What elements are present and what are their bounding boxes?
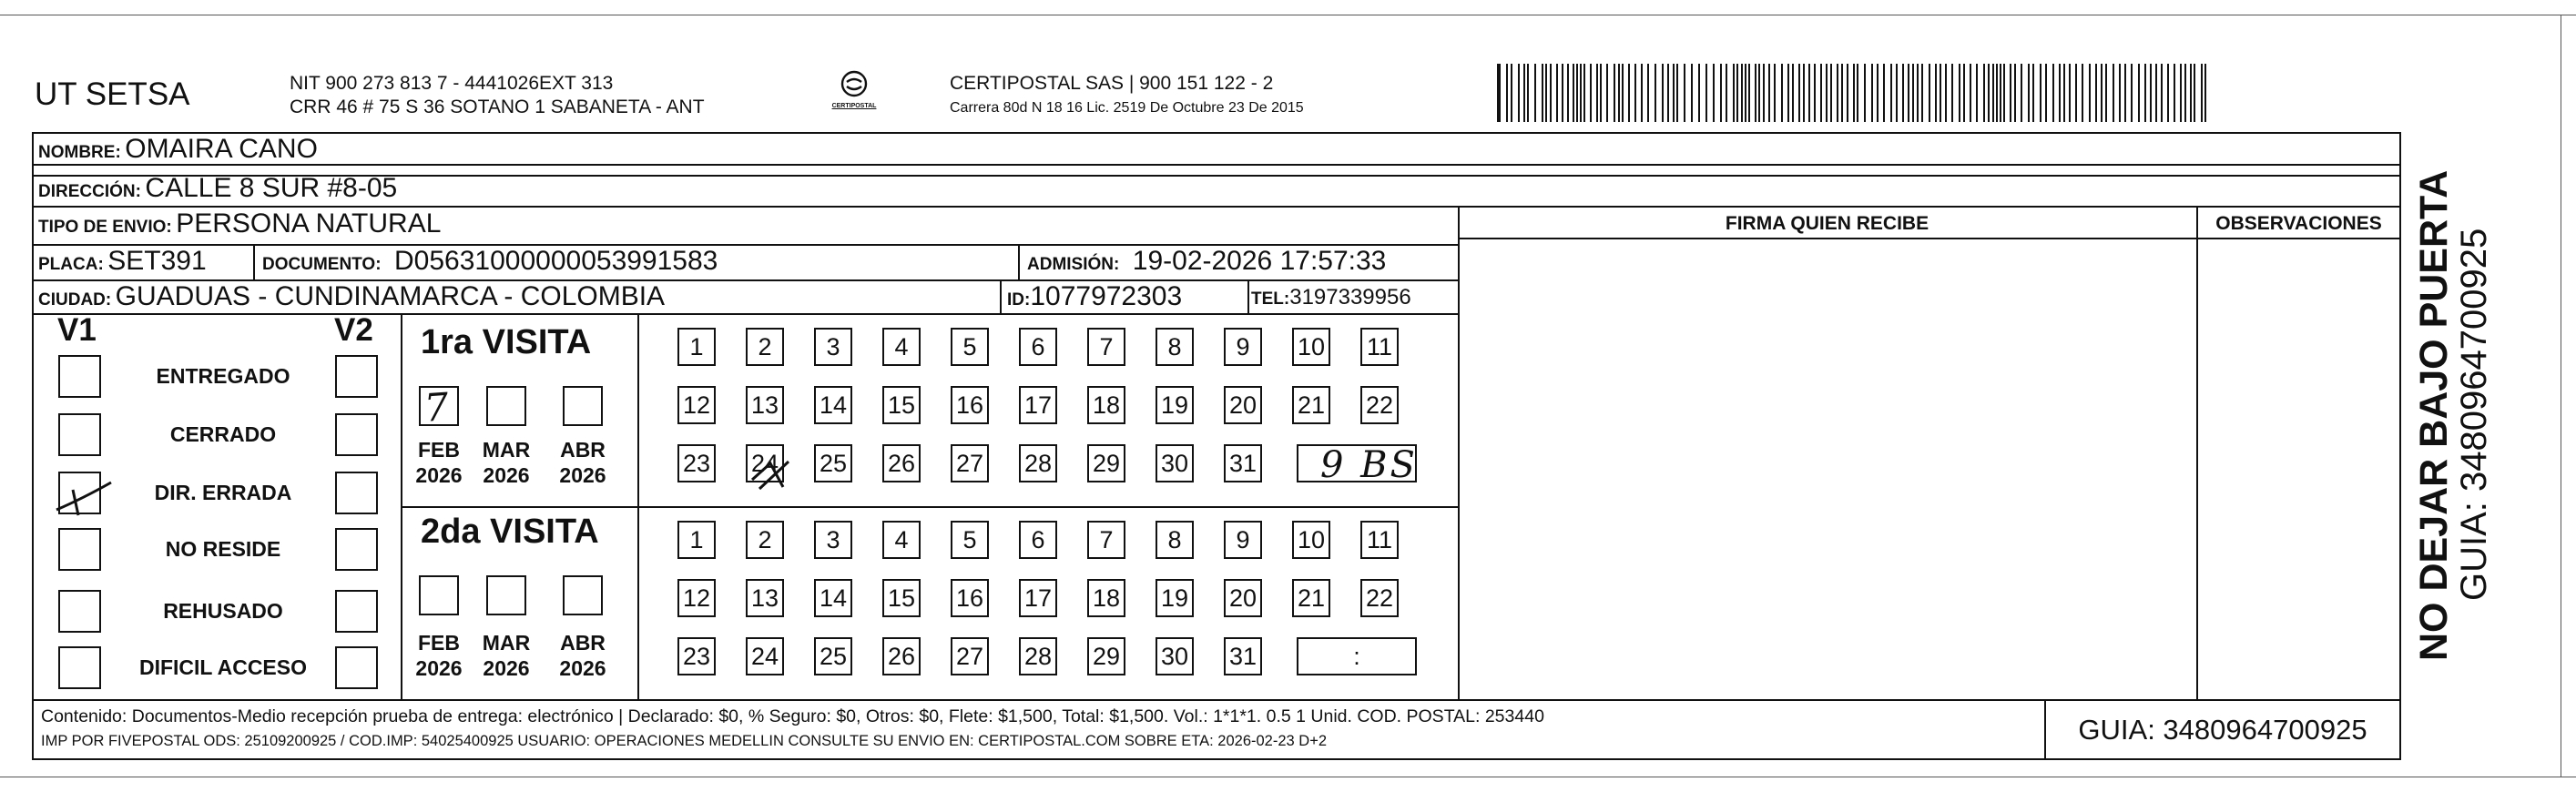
barcode-bar (1768, 64, 1770, 122)
barcode-bar (2119, 64, 2121, 122)
barcode-bar (1634, 64, 1636, 122)
barcode-bar (1935, 64, 1937, 122)
barcode-bar (1545, 64, 1547, 122)
v1-label: V1 (57, 312, 97, 348)
month-label (557, 437, 608, 488)
day-box[interactable]: 29 (1087, 637, 1125, 675)
day-box[interactable]: 28 (1019, 637, 1057, 675)
barcode-bar (1590, 64, 1592, 122)
day-box[interactable]: 2 (746, 328, 784, 366)
barcode-bar (2184, 64, 2186, 122)
barcode-bar (1518, 64, 1520, 122)
barcode-bar (1787, 64, 1789, 122)
v1-checkbox[interactable] (58, 413, 101, 456)
barcode-bar (2069, 64, 2071, 122)
month-year: 2026 (559, 656, 606, 680)
row-divider (1458, 238, 2401, 239)
barcode-bar (1713, 64, 1715, 122)
day-box[interactable]: 15 (882, 386, 921, 424)
barcode-bar (1576, 64, 1578, 122)
tel-field: TEL:3197339956 (1251, 285, 1411, 310)
barcode-bar (1983, 64, 1985, 122)
barcode-bar (1736, 64, 1738, 122)
barcode-bar (1600, 64, 1602, 122)
v1-checkbox[interactable] (58, 355, 101, 398)
day-box[interactable]: 12 (677, 386, 716, 424)
barcode-bar (2021, 64, 2022, 122)
day-box[interactable]: 16 (951, 386, 989, 424)
address-line: CRR 46 # 75 S 36 SOTANO 1 SABANETA - ANT (290, 96, 705, 117)
placa-field: PLACA: SET391 (38, 246, 207, 276)
day-box[interactable]: 21 (1292, 579, 1330, 617)
handwritten-day-mark (747, 452, 794, 496)
row-divider (32, 313, 1458, 315)
barcode-bar (1506, 64, 1508, 122)
barcode-bar (1959, 64, 1960, 122)
day-box[interactable]: 24 (746, 444, 784, 482)
day-box[interactable]: 23 (677, 637, 716, 675)
day-box[interactable]: 27 (951, 444, 989, 482)
day-box[interactable]: 19 (1156, 386, 1194, 424)
barcode-bar (1902, 64, 1904, 122)
day-box[interactable]: 18 (1087, 579, 1125, 617)
barcode-bar (2204, 64, 2206, 122)
barcode-bar (1929, 64, 1930, 122)
barcode-bar (2089, 64, 2091, 122)
barcode-bar (1562, 64, 1563, 122)
no-dejar-warning: NO DEJAR BAJO PUERTA (2412, 169, 2456, 661)
day-box[interactable]: 20 (1224, 579, 1262, 617)
barcode-bar (1912, 64, 1914, 122)
day-box[interactable]: 5 (951, 328, 989, 366)
tipo-envio-field: TIPO DE ENVIO: PERSONA NATURAL (38, 208, 442, 239)
barcode-bar (1684, 64, 1685, 122)
barcode-bar (1647, 64, 1649, 122)
barcode-bar (2063, 64, 2065, 122)
barcode-bar (1511, 64, 1512, 122)
barcode-bar (2155, 64, 2157, 122)
day-box[interactable]: 26 (882, 637, 921, 675)
barcode-bar (1698, 64, 1700, 122)
month-year: 2026 (415, 463, 463, 487)
content-line: Contenido: Documentos-Medio recepción prueba de entrega: electrónico | Declarado: $0, % Seguro: $0, Otros: $0, Flete: $1,500, Total: $1,500. Vol.: 1*1*1. 0.5 1 Unid. COD. POSTAL: 253440 (41, 706, 1544, 726)
barcode-bar (1705, 64, 1707, 122)
handwritten-month-mark: 7 (423, 384, 451, 431)
admision-field: ADMISIÓN: 19-02-2026 17:57:33 (1027, 246, 1387, 276)
barcode-bar (1871, 64, 1873, 122)
barcode-bar (1763, 64, 1765, 122)
month-year: 2026 (559, 463, 606, 487)
barcode-bar (1691, 64, 1693, 122)
barcode-bar (1853, 64, 1855, 122)
barcode-bar (1857, 64, 1858, 122)
barcode-bar (2138, 64, 2140, 122)
license-line: Carrera 80d N 18 16 Lic. 2519 De Octubre 23 De 2015 (950, 100, 1304, 116)
firma-header: FIRMA QUIEN RECIBE (1725, 213, 1929, 234)
barcode-bar (2201, 64, 2203, 122)
barcode-bar (1877, 64, 1879, 122)
day-box[interactable]: 9 (1224, 328, 1262, 366)
barcode-bar (1917, 64, 1919, 122)
day-box[interactable]: 25 (814, 637, 852, 675)
day-box[interactable]: 13 (746, 386, 784, 424)
barcode-bar (1726, 64, 1727, 122)
barcode-bar (1618, 64, 1620, 122)
day-box[interactable]: 13 (746, 579, 784, 617)
barcode-bar (1534, 64, 1536, 122)
barcode-bar (1622, 64, 1624, 122)
v2-checkbox[interactable] (335, 355, 378, 398)
barcode-bar (2045, 64, 2047, 122)
barcode-bar (1527, 64, 1529, 122)
barcode-bar (1951, 64, 1953, 122)
barcode-bar (2101, 64, 2103, 122)
reason-label: DIFICIL ACCESO (138, 655, 307, 679)
barcode-bar (1883, 64, 1885, 122)
reason-label: NO RESIDE (165, 537, 281, 561)
day-box[interactable]: 20 (1224, 386, 1262, 424)
barcode-bar (2105, 64, 2107, 122)
day-box[interactable]: 4 (882, 328, 921, 366)
month-name: FEB (418, 438, 460, 462)
day-box[interactable]: 3 (814, 521, 852, 559)
barcode-bar (1798, 64, 1800, 122)
certipostal-line: CERTIPOSTAL SAS | 900 151 122 - 2 (950, 73, 1274, 94)
barcode-bar (2194, 64, 2195, 122)
v2-checkbox[interactable] (335, 590, 378, 633)
v2-checkbox[interactable] (335, 472, 378, 514)
day-box[interactable]: 2 (746, 521, 784, 559)
month-label (413, 630, 464, 681)
month-checkbox[interactable] (486, 386, 526, 426)
day-box[interactable]: 22 (1360, 386, 1399, 424)
day-box[interactable]: 11 (1360, 521, 1399, 559)
v2-checkbox[interactable] (335, 528, 378, 571)
direccion-field: DIRECCIÓN: CALLE 8 SUR #8-05 (38, 173, 398, 203)
barcode-bar (1945, 64, 1947, 122)
v2-label: V2 (334, 312, 373, 348)
barcode-bar (2113, 64, 2114, 122)
barcode-bar (1580, 64, 1582, 122)
month-name: ABR (560, 631, 606, 655)
month-checkbox[interactable] (486, 575, 526, 615)
barcode-bar (1628, 64, 1630, 122)
day-box[interactable]: 8 (1156, 521, 1194, 559)
v2-checkbox[interactable] (335, 646, 378, 689)
barcode-bar (1542, 64, 1543, 122)
barcode-bar (1830, 64, 1832, 122)
barcode-bar (1996, 64, 1998, 122)
day-box[interactable]: 28 (1019, 444, 1057, 482)
barcode-bar (1864, 64, 1866, 122)
nombre-field: NOMBRE: OMAIRA CANO (38, 134, 318, 164)
day-box[interactable]: 16 (951, 579, 989, 617)
barcode-bar (2150, 64, 2152, 122)
barcode-bar (1641, 64, 1643, 122)
time-box[interactable]: : (1297, 637, 1417, 675)
print-info-line: IMP POR FIVEPOSTAL ODS: 25109200925 / COD.IMP: 54025400925 USUARIO: OPERACIONES MEDELLIN CONSULTE SU ENVIO EN: CERTIPOSTAL.COM SOBRE ETA: 2026-02-23 D+2 (41, 733, 1328, 749)
barcode-bar (1792, 64, 1794, 122)
day-box[interactable]: 1 (677, 521, 716, 559)
day-box[interactable]: 5 (951, 521, 989, 559)
month-checkbox[interactable] (563, 386, 603, 426)
day-box[interactable]: 27 (951, 637, 989, 675)
barcode-bar (2095, 64, 2097, 122)
month-name: MAR (482, 631, 531, 655)
observations-column-divider (2196, 206, 2198, 699)
id-field: ID:1077972303 (1007, 281, 1183, 311)
barcode-bar (2124, 64, 2126, 122)
barcode-bar (1662, 64, 1664, 122)
day-box[interactable]: 21 (1292, 386, 1330, 424)
first-visit-title: 1ra VISITA (421, 323, 592, 361)
barcode-bar (2174, 64, 2175, 122)
month-checkbox[interactable] (563, 575, 603, 615)
reason-label: DIR. ERRADA (154, 481, 292, 504)
barcode-bar (2144, 64, 2146, 122)
dir-errada-check (55, 472, 115, 521)
barcode-bar (2167, 64, 2169, 122)
day-box[interactable]: 9 (1224, 521, 1262, 559)
day-box[interactable]: 17 (1019, 386, 1057, 424)
barcode-bar (1847, 64, 1848, 122)
handwritten-time: 9 BS (1320, 444, 1418, 486)
signature-column-divider (1458, 206, 1460, 699)
day-box[interactable]: 12 (677, 579, 716, 617)
barcode-bar (1741, 64, 1743, 122)
nit-line: NIT 900 273 813 7 - 4441026EXT 313 (290, 73, 614, 94)
ciudad-field: CIUDAD: GUADUAS - CUNDINAMARCA - COLOMBIA (38, 281, 666, 311)
day-box[interactable]: 30 (1156, 444, 1194, 482)
day-box[interactable]: 31 (1224, 444, 1262, 482)
barcode-bar (1963, 64, 1965, 122)
v2-checkbox[interactable] (335, 413, 378, 456)
day-box[interactable]: 23 (677, 444, 716, 482)
barcode-bar (1550, 64, 1552, 122)
barcode-bar (1596, 64, 1598, 122)
barcode-bar (1745, 64, 1746, 122)
month-label (413, 437, 464, 488)
month-year: 2026 (483, 656, 530, 680)
day-box[interactable]: 19 (1156, 579, 1194, 617)
day-box[interactable]: 30 (1156, 637, 1194, 675)
barcode-bar (1921, 64, 1923, 122)
barcode-bar (1808, 64, 1810, 122)
visit-divider (401, 506, 1458, 508)
barcode-bar (2003, 64, 2005, 122)
month-name: MAR (482, 438, 531, 462)
cell-divider (1000, 279, 1002, 313)
barcode-bar (1970, 64, 1971, 122)
month-label (557, 630, 608, 681)
barcode-bar (2000, 64, 2001, 122)
day-box[interactable]: 3 (814, 328, 852, 366)
month-name: FEB (418, 631, 460, 655)
day-box[interactable]: 7 (1087, 521, 1125, 559)
barcode-bar (1890, 64, 1892, 122)
day-box[interactable]: 8 (1156, 328, 1194, 366)
barcode-bar (2161, 64, 2163, 122)
observaciones-header: OBSERVACIONES (2215, 213, 2382, 234)
barcode-bar (2059, 64, 2061, 122)
month-label (481, 437, 532, 488)
day-box[interactable]: 14 (814, 386, 852, 424)
barcode-bar (1781, 64, 1783, 122)
month-name: ABR (560, 438, 606, 462)
barcode-bar (2190, 64, 2192, 122)
barcode (1497, 64, 2218, 123)
day-box[interactable]: 31 (1224, 637, 1262, 675)
company-name: UT SETSA (35, 76, 190, 112)
certipostal-logo: CERTIPOSTAL (827, 69, 881, 109)
barcode-bar (1774, 64, 1776, 122)
barcode-bar (1837, 64, 1838, 122)
barcode-bar (1733, 64, 1735, 122)
v1-checkbox[interactable] (58, 590, 101, 633)
month-checkbox[interactable] (419, 575, 459, 615)
barcode-bar (1614, 64, 1615, 122)
day-box[interactable]: 4 (882, 521, 921, 559)
barcode-bar (1803, 64, 1805, 122)
barcode-bar (1841, 64, 1843, 122)
reason-label: CERRADO (169, 422, 277, 446)
barcode-bar (1523, 64, 1525, 122)
barcode-bar (2075, 64, 2077, 122)
barcode-bar (2010, 64, 2011, 122)
logo-icon (838, 69, 871, 100)
day-box[interactable]: 10 (1292, 521, 1330, 559)
day-box[interactable]: 24 (746, 637, 784, 675)
barcode-bar (1497, 64, 1501, 122)
barcode-bar (1940, 64, 1941, 122)
barcode-bar (1573, 64, 1574, 122)
day-box[interactable]: 25 (814, 444, 852, 482)
barcode-bar (2014, 64, 2016, 122)
barcode-bar (1567, 64, 1569, 122)
v1-checkbox[interactable] (58, 528, 101, 571)
barcode-bar (1748, 64, 1750, 122)
barcode-bar (2040, 64, 2041, 122)
day-box[interactable]: 15 (882, 579, 921, 617)
barcode-bar (1976, 64, 1978, 122)
day-box[interactable]: 26 (882, 444, 921, 482)
row-divider (32, 206, 2401, 208)
barcode-bar (2032, 64, 2034, 122)
day-box[interactable]: 11 (1360, 328, 1399, 366)
barcode-bar (1606, 64, 1608, 122)
barcode-bar (1814, 64, 1816, 122)
month-label (481, 630, 532, 681)
day-box[interactable]: 7 (1087, 328, 1125, 366)
barcode-bar (1583, 64, 1585, 122)
cell-divider (1247, 279, 1249, 313)
month-year: 2026 (483, 463, 530, 487)
day-box[interactable]: 14 (814, 579, 852, 617)
day-box[interactable]: 10 (1292, 328, 1330, 366)
barcode-bar (2131, 64, 2133, 122)
documento-field: DOCUMENTO: D05631000000053991583 (262, 246, 718, 276)
barcode-bar (2180, 64, 2182, 122)
barcode-bar (1992, 64, 1994, 122)
barcode-bar (1673, 64, 1675, 122)
barcode-bar (1556, 64, 1558, 122)
footer-guia-box: GUIA: 3480964700925 (2044, 699, 2401, 760)
reason-label: REHUSADO (163, 599, 283, 623)
day-box[interactable]: 1 (677, 328, 716, 366)
day-box[interactable]: 29 (1087, 444, 1125, 482)
barcode-bar (2052, 64, 2054, 122)
second-visit-title: 2da VISITA (421, 513, 599, 551)
barcode-bar (1820, 64, 1822, 122)
day-box[interactable]: 6 (1019, 328, 1057, 366)
side-guia: GUIA: 3480964700925 (2454, 228, 2494, 601)
barcode-bar (2082, 64, 2083, 122)
month-year: 2026 (415, 656, 463, 680)
row-divider (32, 164, 2401, 166)
barcode-bar (1755, 64, 1756, 122)
v1-checkbox[interactable] (58, 646, 101, 689)
barcode-bar (1826, 64, 1828, 122)
day-box[interactable]: 22 (1360, 579, 1399, 617)
barcode-bar (1758, 64, 1760, 122)
day-box[interactable]: 17 (1019, 579, 1057, 617)
barcode-bar (1655, 64, 1656, 122)
barcode-bar (1676, 64, 1678, 122)
cell-divider (253, 244, 255, 279)
day-box[interactable]: 18 (1087, 386, 1125, 424)
cell-divider (1018, 244, 1020, 279)
barcode-bar (1896, 64, 1898, 122)
reason-label: ENTREGADO (156, 364, 290, 388)
day-box[interactable]: 6 (1019, 521, 1057, 559)
barcode-bar (1720, 64, 1722, 122)
barcode-bar (1908, 64, 1909, 122)
barcode-bar (1988, 64, 1990, 122)
barcode-bar (2028, 64, 2030, 122)
barcode-bar (1667, 64, 1669, 122)
